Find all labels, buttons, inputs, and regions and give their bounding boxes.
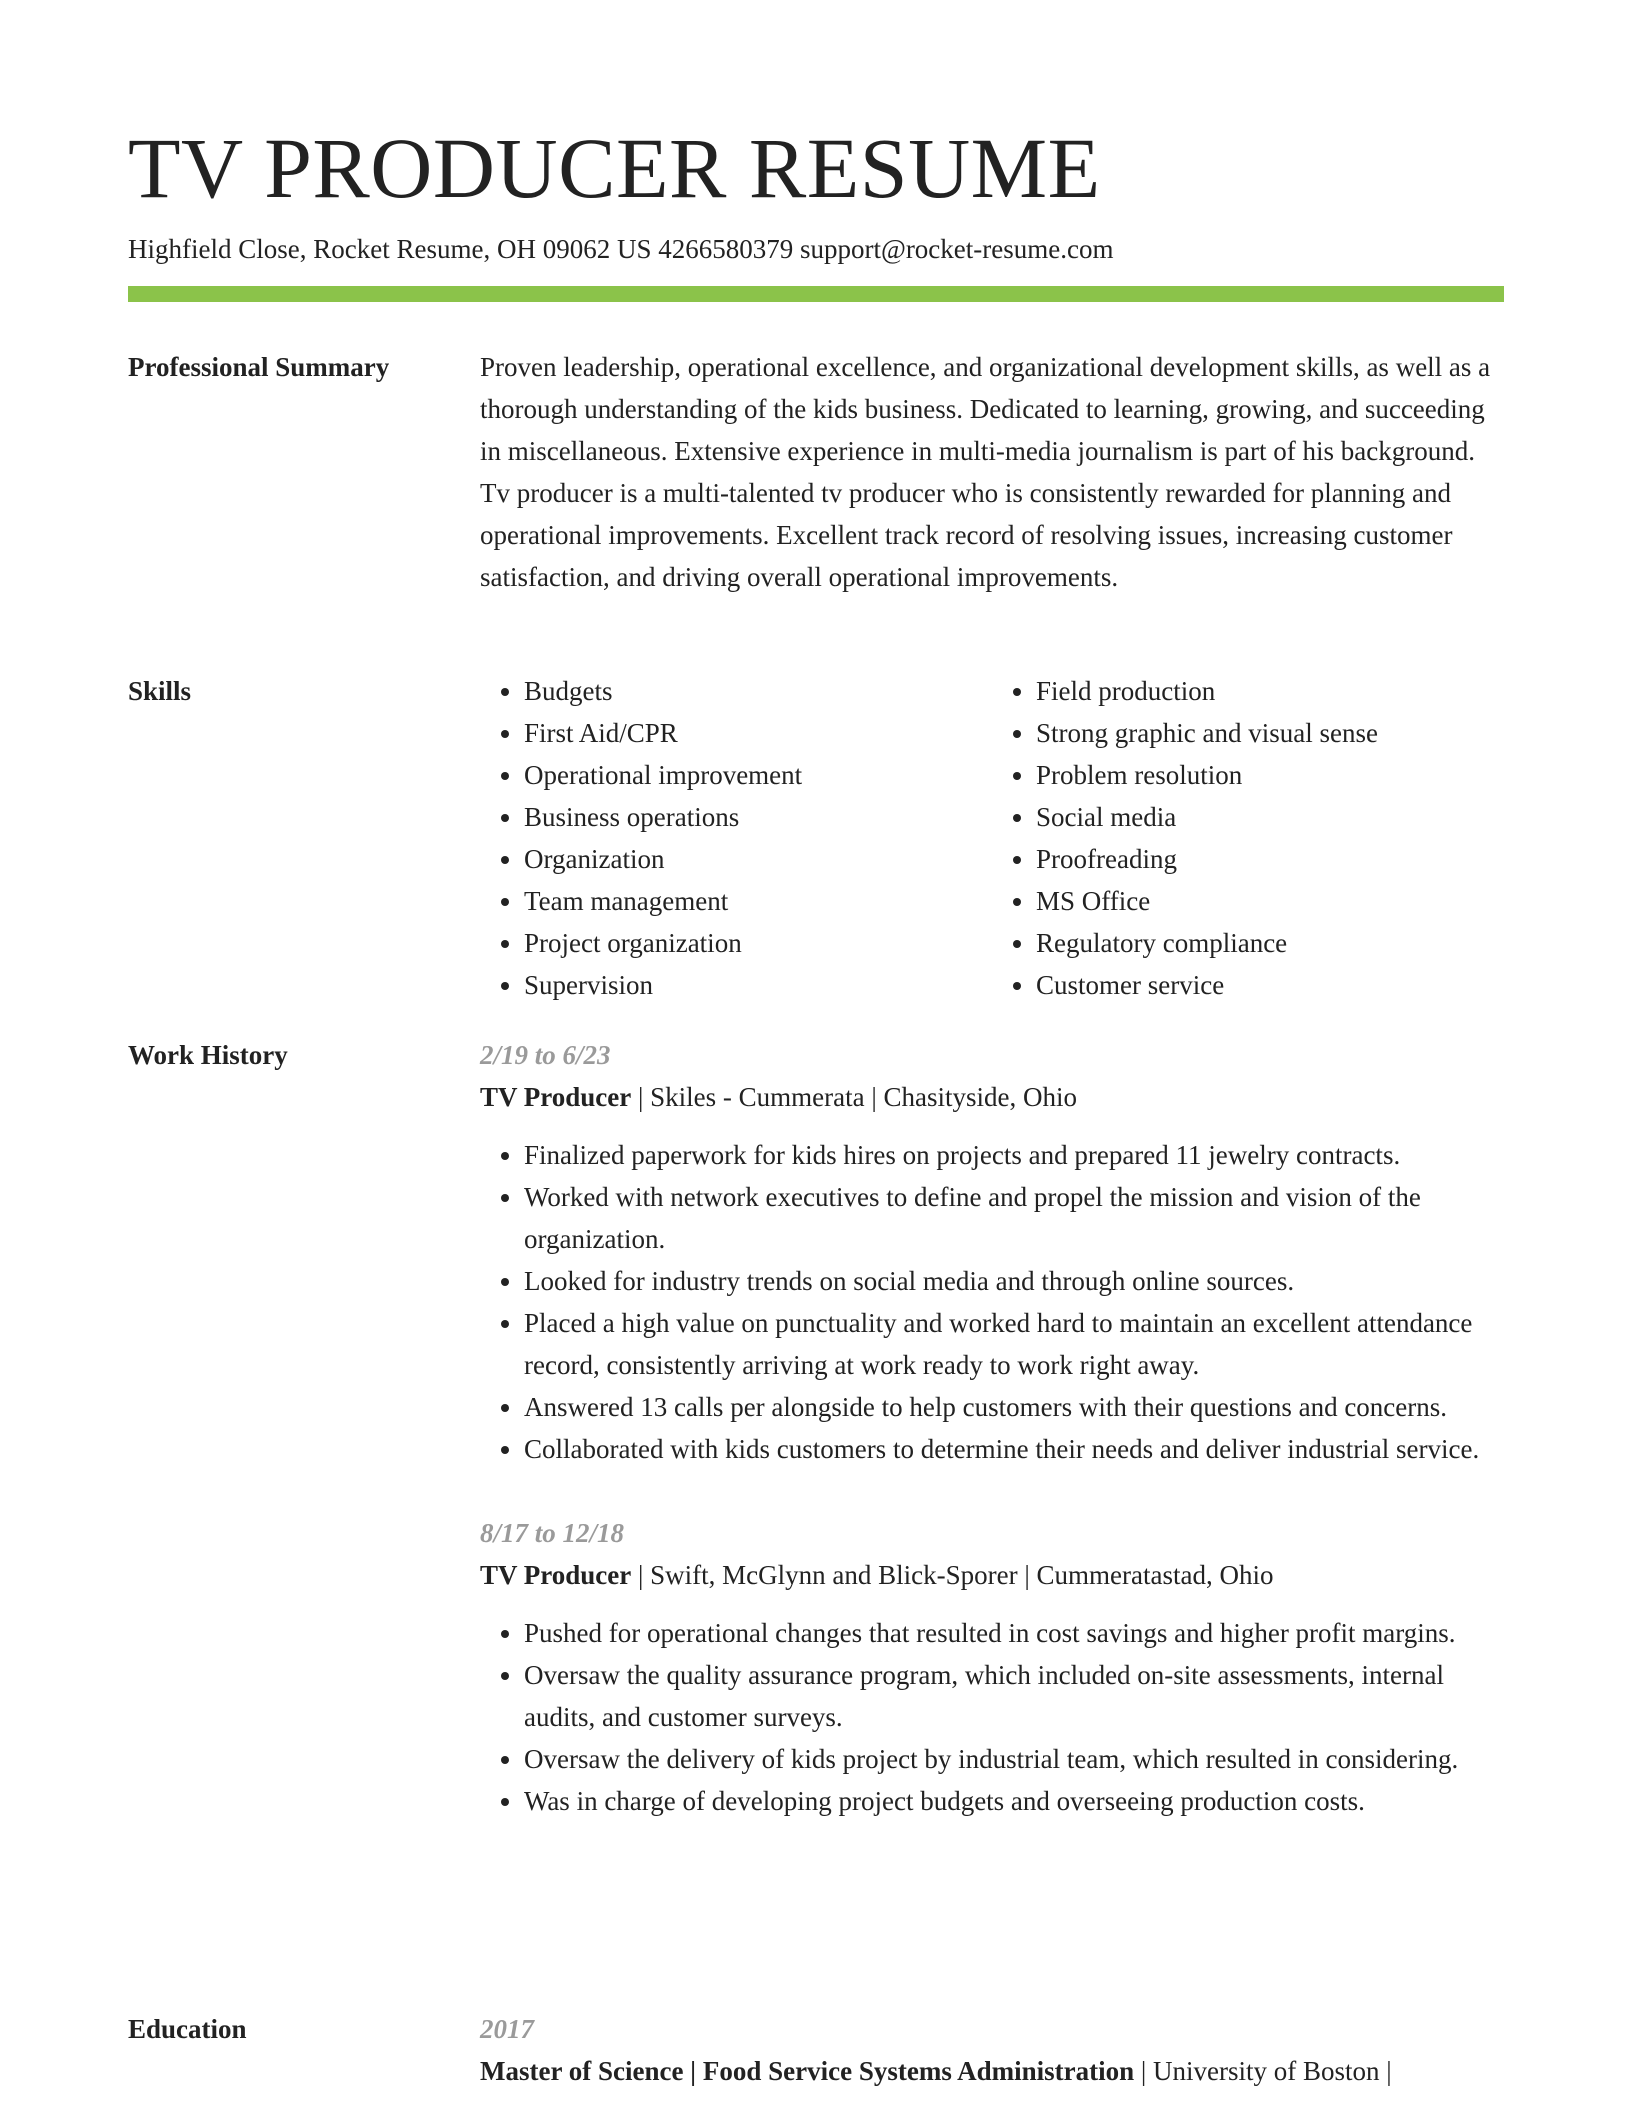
skill-item: • Customer service: [1036, 964, 1504, 1006]
skill-item: • First Aid/CPR: [524, 712, 992, 754]
skills-heading: Skills: [128, 676, 192, 706]
job-bullets: [480, 1612, 1504, 1822]
skill-item: • Business operations: [524, 796, 992, 838]
skill-item: • Strong graphic and visual sense: [1036, 712, 1504, 754]
education-date: 2017: [480, 2014, 534, 2044]
skill-item: • Supervision: [524, 964, 992, 1006]
skill-item: • Social media: [1036, 796, 1504, 838]
summary-body: [480, 346, 1504, 598]
work-history-body: [480, 1034, 1504, 1864]
skill-item: • Budgets: [524, 670, 992, 712]
resume-title: TV PRODUCER RESUME: [128, 120, 1101, 216]
job-bullet: • Oversaw the quality assurance program, which included on-site assessments, internal audits, and customer surveys.: [524, 1654, 1504, 1738]
skill-item: • Regulatory compliance: [1036, 922, 1504, 964]
work-history-heading: Work History: [128, 1040, 288, 1070]
job-bullet: • Collaborated with kids customers to determine their needs and deliver industrial service.: [524, 1428, 1504, 1470]
job-entry: [480, 1512, 1504, 1822]
job-title: TV Producer: [480, 1560, 632, 1590]
skills-list-right: [992, 670, 1504, 1006]
job-bullet: • Finalized paperwork for kids hires on projects and prepared 11 jewelry contracts.: [524, 1134, 1504, 1176]
job-bullet: • Worked with network executives to define and propel the mission and vision of the organization.: [524, 1176, 1504, 1260]
job-bullet: • Answered 13 calls per alongside to help customers with their questions and concerns.: [524, 1386, 1504, 1428]
education-line: [480, 2050, 1504, 2092]
skill-item: • Operational improvement: [524, 754, 992, 796]
job-bullet: • Placed a high value on punctuality and worked hard to maintain an excellent attendance record, consistently arriving at work ready to work right away.: [524, 1302, 1504, 1386]
skill-item: • Organization: [524, 838, 992, 880]
job-bullet: • Looked for industry trends on social media and through online sources.: [524, 1260, 1504, 1302]
skill-item: • MS Office: [1036, 880, 1504, 922]
job-bullet: • Pushed for operational changes that resulted in cost savings and higher profit margins.: [524, 1612, 1504, 1654]
job-entry: [480, 1034, 1504, 1470]
skill-item: • Team management: [524, 880, 992, 922]
summary-text: Proven leadership, operational excellence, and organizational development skills, as well as a thorough understanding of the kids business. Dedicated to learning, growing, and succeeding in miscellaneous. Extensive experience in multi-media journalism is part of his background. Tv producer is a multi-talented tv producer who is consistently rewarded for planning and operational improvements. Excellent track record of resolving issues, increasing customer satisfaction, and driving overall operational improvements.: [480, 352, 1491, 592]
job-title: TV Producer: [480, 1082, 632, 1112]
job-bullet: • Was in charge of developing project budgets and overseeing production costs.: [524, 1780, 1504, 1822]
job-title-line: [480, 1076, 1504, 1118]
job-dates: 2/19 to 6/23: [480, 1040, 611, 1070]
job-bullet: • Oversaw the delivery of kids project by industrial team, which resulted in considering.: [524, 1738, 1504, 1780]
education-heading: Education: [128, 2014, 247, 2044]
skills-body: [480, 670, 1504, 1006]
skill-item: • Problem resolution: [1036, 754, 1504, 796]
job-title-line: [480, 1554, 1504, 1596]
job-employer: | Skiles - Cummerata | Chasityside, Ohio: [631, 1082, 1078, 1112]
job-dates: 8/17 to 12/18: [480, 1518, 625, 1548]
summary-heading: Professional Summary: [128, 352, 390, 382]
education-degree: Master of Science | Food Service Systems Administration: [480, 2056, 1135, 2086]
skills-list-left: [480, 670, 992, 1006]
education-school: | University of Boston |: [1134, 2056, 1392, 2086]
contact-line: Highfield Close, Rocket Resume, OH 09062 US 4266580379 support@rocket-resume.com: [128, 234, 1114, 264]
skill-item: • Project organization: [524, 922, 992, 964]
accent-divider: [128, 286, 1504, 302]
skill-item: • Field production: [1036, 670, 1504, 712]
job-bullets: [480, 1134, 1504, 1470]
skill-item: • Proofreading: [1036, 838, 1504, 880]
job-employer: | Swift, McGlynn and Blick-Sporer | Cummeratastad, Ohio: [631, 1560, 1274, 1590]
education-body: [480, 2008, 1504, 2092]
